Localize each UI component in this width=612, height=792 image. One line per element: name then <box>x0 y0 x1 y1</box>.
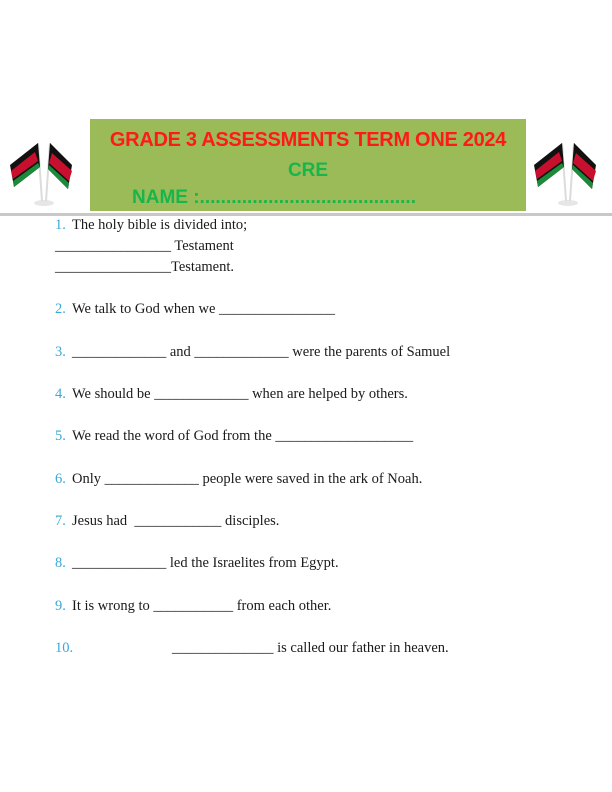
question-1-blank-2[interactable]: ________________Testament. <box>55 259 235 275</box>
question-9[interactable]: 9. It is wrong to ___________ from each other. <box>55 598 332 614</box>
question-10[interactable]: 10. ______________ is called our father in heaven. <box>55 640 449 656</box>
question-2[interactable]: 2. We talk to God when we ________________ <box>55 301 336 317</box>
question-3[interactable]: 3. _____________ and _____________ were the parents of Samuel <box>55 344 451 360</box>
question-7[interactable]: 7. Jesus had ____________ disciples. <box>55 513 280 529</box>
title-banner <box>90 119 526 211</box>
kenya-flags-icon <box>2 125 88 207</box>
question-4[interactable]: 4. We should be _____________ when are helped by others. <box>55 386 408 402</box>
header-divider <box>0 213 612 216</box>
question-8[interactable]: 8. _____________ led the Israelites from Egypt. <box>55 555 339 571</box>
question-1: 1. The holy bible is divided into; <box>55 217 248 233</box>
subject-label: CRE <box>287 160 329 181</box>
kenya-flags-icon <box>526 125 612 207</box>
question-1-blank-1[interactable]: ________________ Testament <box>55 238 234 254</box>
name-field[interactable]: NAME :......................................... <box>132 187 416 208</box>
question-6[interactable]: 6. Only _____________ people were saved in the ark of Noah. <box>55 471 423 487</box>
assessment-title: GRADE 3 ASSESSMENTS TERM ONE 2024 <box>109 129 507 151</box>
question-5[interactable]: 5. We read the word of God from the ___________________ <box>55 428 414 444</box>
document-header <box>0 115 612 213</box>
